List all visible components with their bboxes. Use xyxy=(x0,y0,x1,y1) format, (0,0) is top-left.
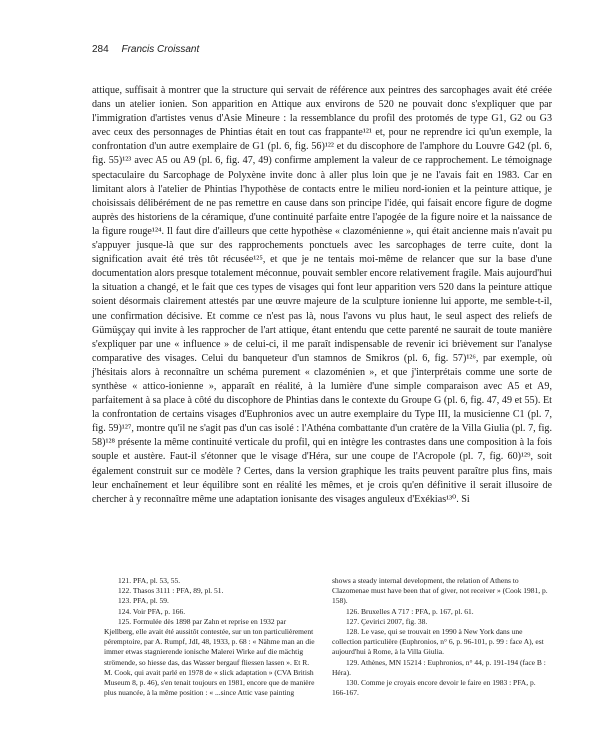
page-number: 284 xyxy=(92,44,109,55)
footnote-126: 126. Bruxelles A 717 : PFA, p. 167, pl. 61. xyxy=(346,606,474,616)
body-paragraph: attique, suffisait à montrer que la structure qui servait de référence aux peintres des sarcophages avait été créée dans un atelier ionien. Son apparition en Attique aux environs de 520 ne pouvait donc s'expliquer que par l'immigration d'artistes venus d'Asie Mineure : la ressemblance du profil des protomés de type G1, G2 ou G3 avec ceux des personnages de Phintias était en tout cas frappante¹²¹ et, pour ne reprendre ici qu'un exemple, la confrontation d'un autre exemplaire de G1 (pl. 6, fig. 56)¹²² et du discophore de l'amphore du Louvre G42 (pl. 6, fig. 55)¹²³ avec A5 ou A9 (pl. 6, fig. 47, 49) confirme amplement la valeur de ce rapprochement. Le témoignage spectaculaire du Sarcophage de Polyxène invite donc à aller plus loin que je ne l'avais fait en 1983. Car en limitant alors à l'atelier de Phintias l'hypothèse de contacts entre le milieu nord-ionien et la peinture attique, je choisissais délibérément de ne pas remettre en cause dans son principe l'idée, qui faisait encore figure de dogme auprès des historiens de la céramique, d'une continuité parfaite entre l'apogée de la figure noire et la naissance de la figure rouge¹²⁴. Il faut dire d'ailleurs que cette hypothèse « clazoménienne », qui était ancienne mais n'avait pu s'appuyer jusque-là que sur des rapprochements ponctuels avec les sarcophages de terre cuite, dont la signification avait été très tôt récusée¹²⁵, et que je ne tentais moi-même de relancer que sur la base d'une documentation alors presque totalement méconnue, pouvait sembler encore relativement fragile. Mais aujourd'hui la situation a changé, et le fait que ces types de visages qui font leur apparition vers 520 dans la peinture attique soient désormais clairement attestés par une œuvre majeure de la sculpture ionienne lui apporte, me semble-t-il, une confirmation décisive. Et comme ce n'est pas là, nous l'avons vu plus haut, le seul aspect des reliefs de Gümüşçay qui invite à les rapprocher de l'art attique, étant entendu que cette parenté ne saurait de toute manière s'expliquer par une « influence » de celui-ci, il me paraît indispensable de revenir ici brièvement sur l'analyse comparative des visages. Celui du banqueteur d'un stamnos de Smikros (pl. 6, fig. 57)¹²⁶, par exemple, où j'hésitais alors à reconnaître un schéma purement « clazoménien », et que j'interprétais comme une sorte de synthèse « attico-ionienne », apparaît en réalité, à la lumière d'une simple comparaison avec A5 et A9, parfaitement à sa place à côté du discophore de Phintias dans le contexte du Groupe G (pl. 6, fig. 47, 49 et 55). Et la confrontation de certains visages d'Euphronios avec un autre exemplaire du Type III, la musicienne C1 (pl. 7, fig. 59)¹²⁷, montre qu'il ne s'agit pas d'un cas isolé : l'Athéna combattante d'un cratère de la Villa Giulia (pl. 7, fig. 58)¹²⁸ présente la même continuité verticale du profil, qui en intègre les contrastes dans une composition à la fois souple et austère. Faut-il s'étonner que le visage d'Héra, sur une coupe de l'Acropole (pl. 7, fig. 60)¹²⁹, soit également construit sur ce modèle ? Certes, dans la version graphique les traits peuvent paraître plus fins, mais leur enchaînement et leur équilibre sont en réalité les mêmes, et je crois qu'en définitive il serait illusoire de chercher à y reconnaître même une adaptation ionisante des visages anguleux d'Exékias¹³⁰. Si xyxy=(92,85,552,505)
footnotes-left-column xyxy=(104,576,316,698)
footnote-130: 130. Comme je croyais encore devoir le faire en 1983 : PFA, p. 166-167. xyxy=(332,678,536,698)
footnote-129: 129. Athènes, MN 15214 : Euphronios, n° 44, p. 191-194 (face B : Héra). xyxy=(332,657,546,677)
footnote-123: 123. PFA, pl. 59. xyxy=(118,596,169,606)
footnote-124: 124. Voir PFA, p. 166. xyxy=(118,606,186,616)
running-header xyxy=(92,44,199,55)
footnote-121: 121. PFA, pl. 53, 55. xyxy=(118,576,181,585)
footnote-125-continued: shows a steady internal development, the relation of Athens to Clazomenae must have been that of giver, not receiver » (Cook 1981, p. 158). xyxy=(332,576,548,606)
footnote-122: 122. Thasos 3111 : PFA, 89, pl. 51. xyxy=(118,586,224,596)
footnote-127: 127. Çevirici 2007, fig. 38. xyxy=(346,616,428,626)
footnote-128: 128. Le vase, qui se trouvait en 1990 à New York dans une collection particulière (Euphronios, n° 6, p. 96-101, p. 99 : face A), est aujourd'hui à Rome, à la Villa Giulia. xyxy=(332,627,544,657)
running-author: Francis Croissant xyxy=(121,44,200,55)
main-text xyxy=(92,84,552,507)
footnote-125: 125. Formulée dès 1898 par Zahn et reprise en 1932 par Kjellberg, elle avait été aussitôt contestée, sur un ton particulièrement péremptoire, par A. Rumpf, JdI, 48, 1933, p. 68 : « Nähme man an die immer etwas stagnierende ionische Malerei Wirke auf die mächtig strömende, so hiesse das, das Wasser bergauf fliessen lassen ». Et R. M. Cook, qui avait parlé en 1978 de « slick adaptation » (CVA British Museum 8, p. 46), s'en tenait toujours en 1981, encore que de manière plus nuancée, à la même position : « ...since Attic vase painting xyxy=(104,616,315,698)
footnotes-right-column xyxy=(332,576,550,698)
